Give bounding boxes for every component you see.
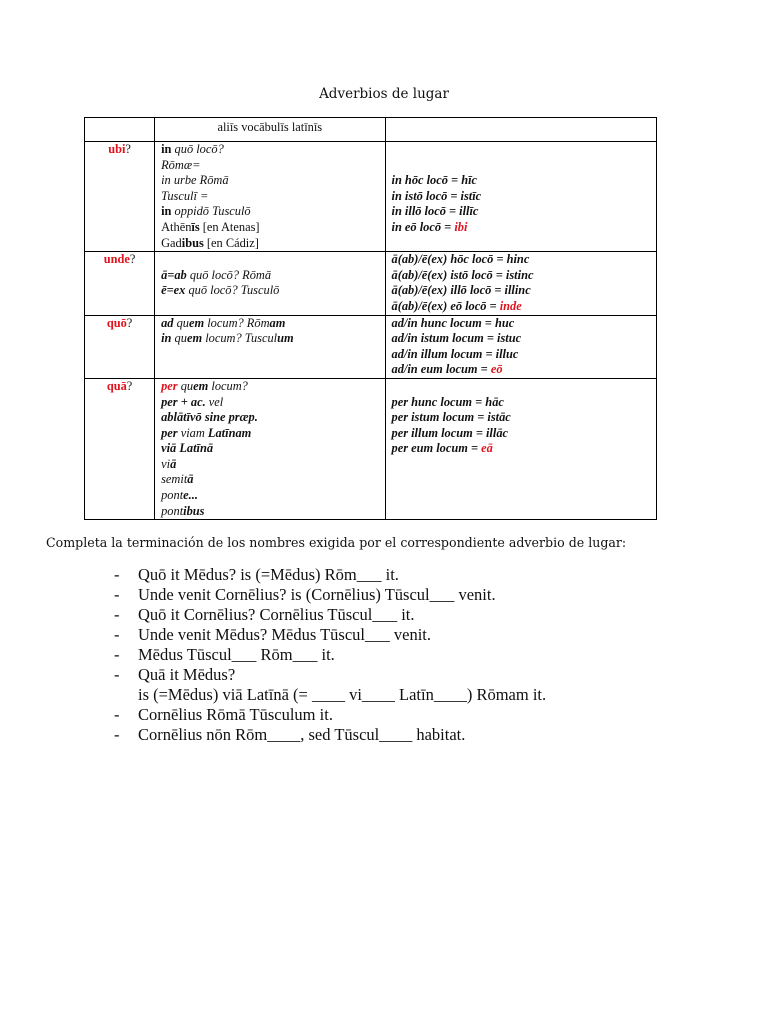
instruction-text: Completa la terminación de los nombres exigida por el correspondiente adverbio de lugar: (46, 535, 627, 550)
text-segment: in urbe Rōmā (161, 173, 229, 188)
header-cell (385, 118, 657, 142)
text-segment: īs (191, 219, 200, 234)
text-segment: ē=ex (161, 283, 186, 298)
text-segment: semit (161, 472, 188, 487)
header-cell (85, 118, 155, 142)
text-segment: in illō locō = illīc (391, 204, 479, 219)
text-segment: am (269, 315, 286, 330)
bullet-dash: - (114, 585, 120, 604)
text-segment: [en Atenas] (199, 219, 260, 234)
exercise-item (114, 625, 546, 645)
adverbs-table (84, 117, 657, 520)
text-segment: in eō locō = (391, 219, 455, 234)
text-segment: ad/in illum locum = illuc (391, 346, 519, 361)
exercise-text: Quō it Cornēlius? Cornēlius Tūscul___ it. (138, 605, 415, 624)
cell-line (161, 316, 378, 332)
text-segment: ad/in hunc locum = huc (391, 315, 515, 330)
spacer-line (392, 142, 651, 158)
bullet-dash: - (114, 625, 120, 644)
question-mark: ? (125, 142, 131, 156)
cell-line (392, 331, 651, 347)
text-segment: oppidō Tusculō (171, 204, 251, 219)
spacer-line (161, 252, 378, 268)
question-label-cell (85, 252, 155, 315)
cell-line (392, 395, 651, 411)
cell-line (161, 331, 378, 347)
cell-line (392, 410, 651, 426)
text-segment: ā(ab)/ē(ex) hōc locō = hinc (391, 252, 530, 267)
text-segment: ā(ab)/ē(ex) eō locō = (391, 298, 500, 313)
bullet-dash: - (114, 725, 120, 744)
adverbs-cell (385, 378, 657, 519)
question-word: unde (103, 252, 130, 267)
question-word: ubi (108, 142, 126, 156)
cell-line (392, 283, 651, 299)
text-segment: ā(ab)/ē(ex) istō locō = istinc (391, 267, 534, 282)
text-segment: inde (499, 298, 522, 313)
text-segment: in (161, 204, 172, 219)
text-segment: qu (173, 315, 189, 330)
bullet-dash: - (114, 665, 120, 684)
cell-line (161, 395, 378, 411)
exercise-text: Quō it Mēdus? is (=Mēdus) Rōm___ it. (138, 565, 399, 584)
table-row (85, 378, 657, 519)
cell-line (392, 441, 651, 457)
cell-line (161, 379, 378, 395)
exercise-item (114, 665, 546, 685)
text-segment: vel (205, 394, 224, 409)
text-segment: quō locō? Tusculō (185, 283, 280, 298)
exercise-text: Cornēlius nōn Rōm____, sed Tūscul____ habitat. (138, 725, 466, 744)
cell-line (161, 268, 378, 284)
text-segment: viam (177, 425, 208, 440)
adverbs-cell (385, 315, 657, 378)
text-segment: locum? (208, 378, 248, 393)
cell-line (392, 362, 651, 378)
cell-line (392, 189, 651, 205)
cell-line (161, 426, 378, 442)
cell-line (392, 426, 651, 442)
cell-line (161, 142, 378, 158)
cell-line (392, 268, 651, 284)
cell-line (392, 347, 651, 363)
cell-line (161, 220, 378, 236)
bullet-dash: - (114, 605, 120, 624)
text-segment: per illum locum = illāc (391, 425, 509, 440)
expressions-cell (155, 378, 385, 519)
text-segment: um (277, 331, 294, 346)
text-segment: e... (183, 488, 198, 503)
text-segment: viā Latīnā (161, 441, 214, 456)
table-row (85, 142, 657, 252)
text-segment: Rōmæ= (161, 157, 201, 172)
cell-line (161, 410, 378, 426)
text-segment: em (189, 315, 205, 330)
text-segment: em (193, 378, 209, 393)
text-segment: locum? Rōm (204, 315, 270, 330)
text-segment: pont (161, 503, 184, 518)
text-segment: eā (481, 441, 493, 456)
question-label-cell (85, 378, 155, 519)
exercise-item (114, 585, 546, 605)
exercise-text: Quā it Mēdus? (138, 665, 236, 684)
exercise-text: Mēdus Tūscul___ Rōm___ it. (138, 645, 335, 664)
text-segment: locum? Tuscul (202, 331, 278, 346)
text-segment: ibi (454, 219, 468, 234)
text-segment: ā (170, 456, 177, 471)
exercise-item (114, 645, 546, 665)
text-segment: Gad (161, 235, 182, 250)
question-word: quō (106, 315, 127, 330)
text-segment: ā(ab)/ē(ex) illō locō = illinc (391, 283, 531, 298)
text-segment: quō locō? (171, 142, 224, 156)
text-segment: eō (490, 362, 503, 377)
text-segment: ad/in istum locum = istuc (391, 331, 522, 346)
header-cell: aliīs vocābulīs latīnīs (155, 118, 385, 142)
bullet-dash: - (114, 565, 120, 584)
exercise-text: Unde venit Cornēlius? is (Cornēlius) Tūscul___ venit. (138, 585, 496, 604)
text-segment: per + ac. (161, 394, 206, 409)
exercise-item (114, 565, 546, 585)
text-segment: quō locō? Rōmā (186, 267, 272, 282)
cell-line (161, 158, 378, 174)
text-segment: per eum locum = (391, 441, 482, 456)
text-segment: Tusculī = (161, 188, 209, 203)
spacer-line (392, 379, 651, 395)
exercise-list (114, 565, 546, 745)
cell-line (392, 204, 651, 220)
question-label-cell (85, 315, 155, 378)
exercise-text: Cornēlius Rōmā Tūsculum it. (138, 705, 333, 724)
cell-line (161, 283, 378, 299)
text-segment: ā=ab (161, 267, 187, 282)
expressions-cell (155, 142, 385, 252)
text-segment: em (186, 331, 203, 346)
text-segment: vi (161, 456, 171, 471)
question-label-cell (85, 142, 155, 252)
adverbs-cell (385, 252, 657, 315)
cell-line (161, 189, 378, 205)
cell-line (392, 299, 651, 315)
cell-line (161, 488, 378, 504)
spacer-line (392, 158, 651, 174)
expressions-cell (155, 315, 385, 378)
cell-line (392, 252, 651, 268)
question-mark: ? (126, 315, 133, 330)
cell-line (161, 504, 378, 520)
expressions-cell (155, 252, 385, 315)
exercise-item (114, 725, 546, 745)
exercise-item (114, 705, 546, 725)
table-row (85, 252, 657, 315)
text-segment: in (161, 331, 172, 346)
cell-line (161, 236, 378, 252)
page-title: Adverbios de lugar (319, 86, 449, 102)
text-segment: per (161, 425, 178, 440)
exercise-text: is (=Mēdus) viā Latīnā (= ____ vi____ Latīn____) Rōmam it. (138, 685, 547, 704)
cell-line (161, 173, 378, 189)
text-segment: qu (177, 378, 194, 393)
text-segment: per hunc locum = hāc (391, 394, 504, 409)
text-segment: Latīnam (207, 425, 252, 440)
text-segment: [en Cádiz] (203, 235, 259, 250)
table-header-row (85, 118, 657, 142)
text-segment: ibus (181, 235, 204, 250)
exercise-text: Unde venit Mēdus? Mēdus Tūscul___ venit. (138, 625, 431, 644)
text-segment: in istō locō = istīc (391, 188, 482, 203)
exercise-item (114, 685, 546, 705)
text-segment: in hōc locō = hīc (391, 173, 478, 188)
cell-line (161, 472, 378, 488)
text-segment: ibus (183, 503, 205, 518)
text-segment: qu (171, 331, 187, 346)
adverbs-cell (385, 142, 657, 252)
text-segment: ablātīvō sine præp. (161, 410, 258, 425)
cell-line (161, 204, 378, 220)
exercise-item (114, 605, 546, 625)
text-segment: ad/in eum locum = (391, 362, 491, 377)
cell-line (161, 441, 378, 457)
text-segment: per istum locum = istāc (391, 410, 511, 425)
cell-line (392, 220, 651, 236)
table-row (85, 315, 657, 378)
question-mark: ? (129, 252, 136, 267)
bullet-dash: - (114, 705, 120, 724)
text-segment: ad (161, 315, 174, 330)
cell-line (392, 316, 651, 332)
cell-line (392, 173, 651, 189)
text-segment: per (161, 378, 178, 393)
cell-line (161, 457, 378, 473)
question-word: quā (106, 378, 127, 393)
text-segment: Athēn (161, 219, 192, 234)
bullet-dash: - (114, 645, 120, 664)
text-segment: ā (187, 472, 194, 487)
text-segment: in (161, 142, 172, 156)
text-segment: pont (161, 488, 184, 503)
question-mark: ? (126, 378, 133, 393)
